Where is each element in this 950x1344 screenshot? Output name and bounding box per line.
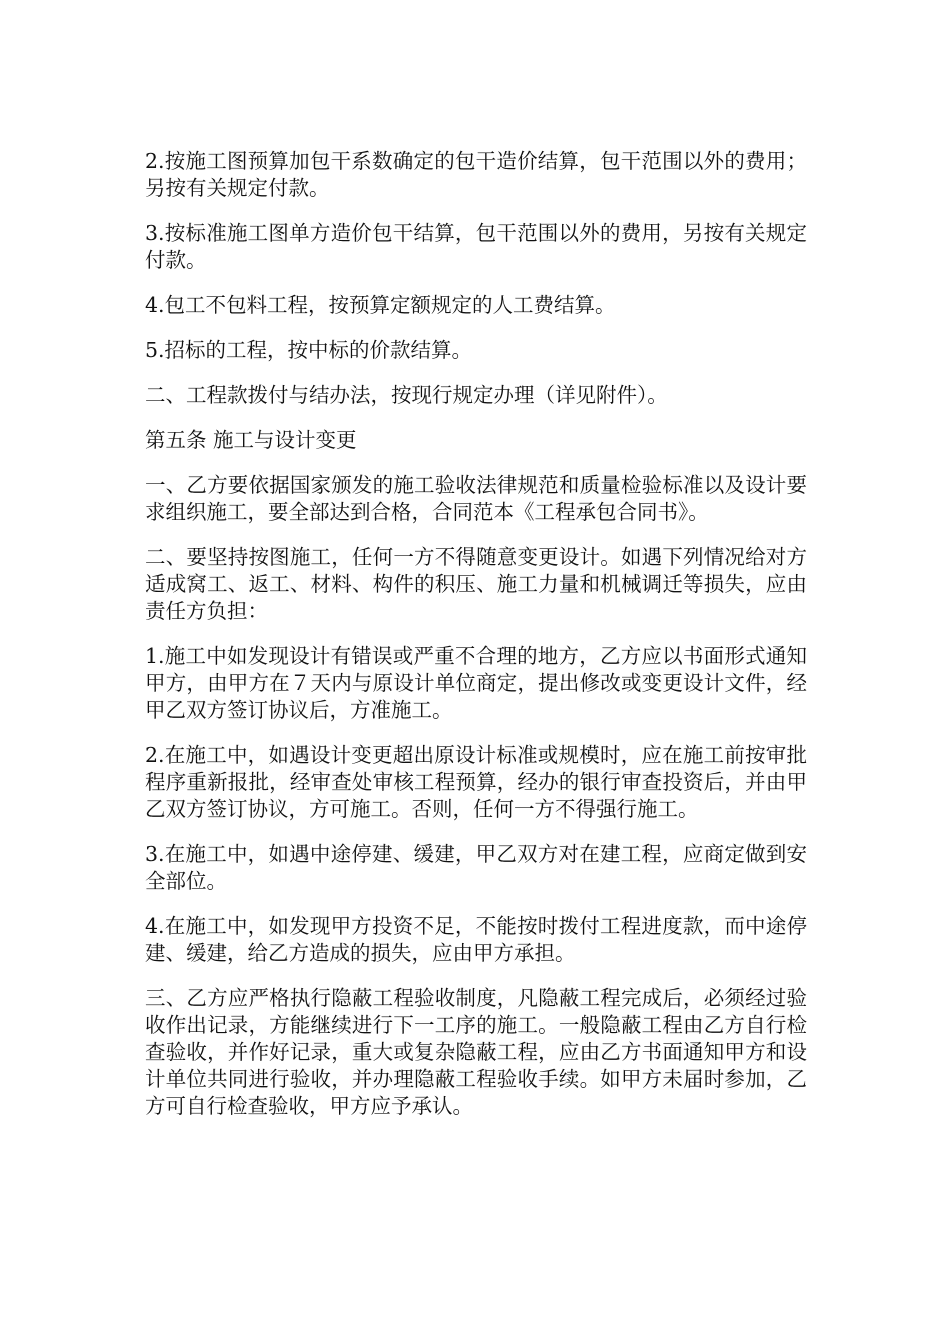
paragraph-payment-method: 二、工程款拨付与结办法，按现行规定办理（详见附件）。	[145, 383, 668, 407]
paragraph-clause-5: 5.招标的工程，按中标的价款结算。	[145, 338, 473, 362]
section-heading-article-5: 第五条 施工与设计变更	[145, 428, 357, 452]
document-body	[145, 148, 807, 1138]
paragraph-item-4: 4.在施工中，如发现甲方投资不足，不能按时拨付工程进度款，而中途停建、缓建，给乙方造成的损失，应由甲方承担。	[145, 914, 807, 965]
paragraph-item-3: 3.在施工中，如遇中途停建、缓建，甲乙双方对在建工程，应商定做到安全部位。	[145, 842, 807, 893]
paragraph-construction-standards: 一、乙方要依据国家颁发的施工验收法律规范和质量检验标准以及设计要求组织施工，要全部达到合格，合同范本《工程承包合同书》。	[145, 473, 807, 524]
paragraph-hidden-works: 三、乙方应严格执行隐蔽工程验收制度，凡隐蔽工程完成后，必须经过验收作出记录，方能继续进行下一工序的施工。一般隐蔽工程由乙方自行检查验收，并作好记录，重大或复杂隐蔽工程，应由乙方书面通知甲方和设计单位共同进行验收，并办理隐蔽工程验收手续。如甲方未届时参加，乙方可自行检查验收，甲方应予承认。	[145, 986, 807, 1118]
paragraph-clause-4: 4.包工不包料工程，按预算定额规定的人工费结算。	[145, 293, 616, 317]
paragraph-item-1: 1.施工中如发现设计有错误或严重不合理的地方，乙方应以书面形式通知甲方，由甲方在７天内与原设计单位商定，提出修改或变更设计文件，经甲乙双方签订协议后，方准施工。	[145, 644, 807, 722]
paragraph-clause-2: 2.按施工图预算加包干系数确定的包干造价结算，包干范围以外的费用；另按有关规定付款。	[145, 149, 807, 200]
paragraph-item-2: 2.在施工中，如遇设计变更超出原设计标准或规模时，应在施工前按审批程序重新报批，经审查处审核工程预算，经办的银行审查投资后，并由甲乙双方签订协议，方可施工。否则，任何一方不得强行施工。	[145, 743, 807, 821]
paragraph-design-changes: 二、要坚持按图施工，任何一方不得随意变更设计。如遇下列情况给对方适成窝工、返工、材料、构件的积压、施工力量和机械调迁等损失，应由责任方负担：	[145, 545, 807, 623]
paragraph-clause-3: 3.按标准施工图单方造价包干结算，包干范围以外的费用，另按有关规定付款。	[145, 221, 807, 272]
